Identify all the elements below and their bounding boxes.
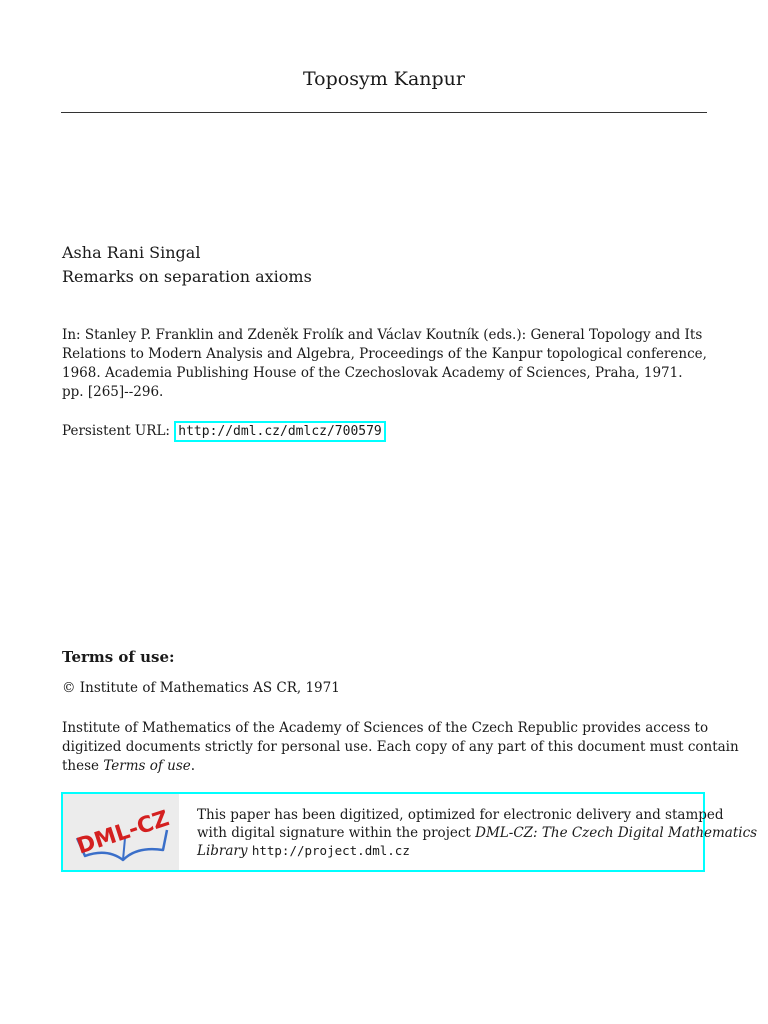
dml-cz-logo-text: DML-CZ (73, 806, 173, 860)
header-rule (61, 112, 707, 113)
terms-text (62, 719, 739, 776)
citation-line: In: Stanley P. Franklin and Zdeněk Frolík and Václav Koutník (eds.): General Topology and Its (62, 327, 703, 343)
terms-line: digitized documents strictly for personal use. Each copy of any part of this document must contain (62, 739, 739, 755)
terms-of-use-italic: Terms of use (103, 758, 191, 774)
paper-title: Remarks on separation axioms (62, 267, 312, 286)
project-url-link[interactable]: http://project.dml.cz (251, 843, 410, 858)
dml-cz-logo (63, 794, 179, 870)
dml-banner (61, 792, 758, 872)
terms-line (62, 757, 722, 776)
banner-line: This paper has been digitized, optimized for electronic delivery and stamped (197, 807, 724, 823)
paper-author: Asha Rani Singal (62, 243, 201, 262)
terms-heading: Terms of use: (62, 648, 175, 666)
header-title: Toposym Kanpur (302, 68, 466, 90)
terms-line: Institute of Mathematics of the Academy of Sciences of the Czech Republic provides access to (62, 720, 709, 736)
persistent-url-link[interactable]: http://dml.cz/dmlcz/700579 (174, 421, 386, 442)
terms-line-prefix: these (62, 758, 104, 774)
banner-line (197, 824, 758, 842)
project-name-italic: DML-CZ: The Czech Digital Mathematics (475, 825, 758, 841)
banner-line-prefix: with digital signature within the project (197, 825, 476, 841)
citation (62, 326, 712, 402)
banner-text (197, 806, 758, 860)
citation-line: pp. [265]--296. (62, 384, 164, 400)
persistent-url-row (62, 421, 386, 442)
banner-line (197, 842, 705, 860)
citation-line: Relations to Modern Analysis and Algebra, Proceedings of the Kanpur topological conference, (62, 346, 707, 362)
persistent-url-label: Persistent URL: (62, 423, 175, 439)
library-italic: Library (197, 843, 248, 859)
citation-line: 1968. Academia Publishing House of the Czechoslovak Academy of Sciences, Praha, 1971. (62, 365, 683, 381)
terms-line-suffix: . (190, 758, 196, 774)
dml-cz-logo-graphic (67, 798, 175, 866)
copyright-notice: © Institute of Mathematics AS CR, 1971 (62, 680, 340, 696)
